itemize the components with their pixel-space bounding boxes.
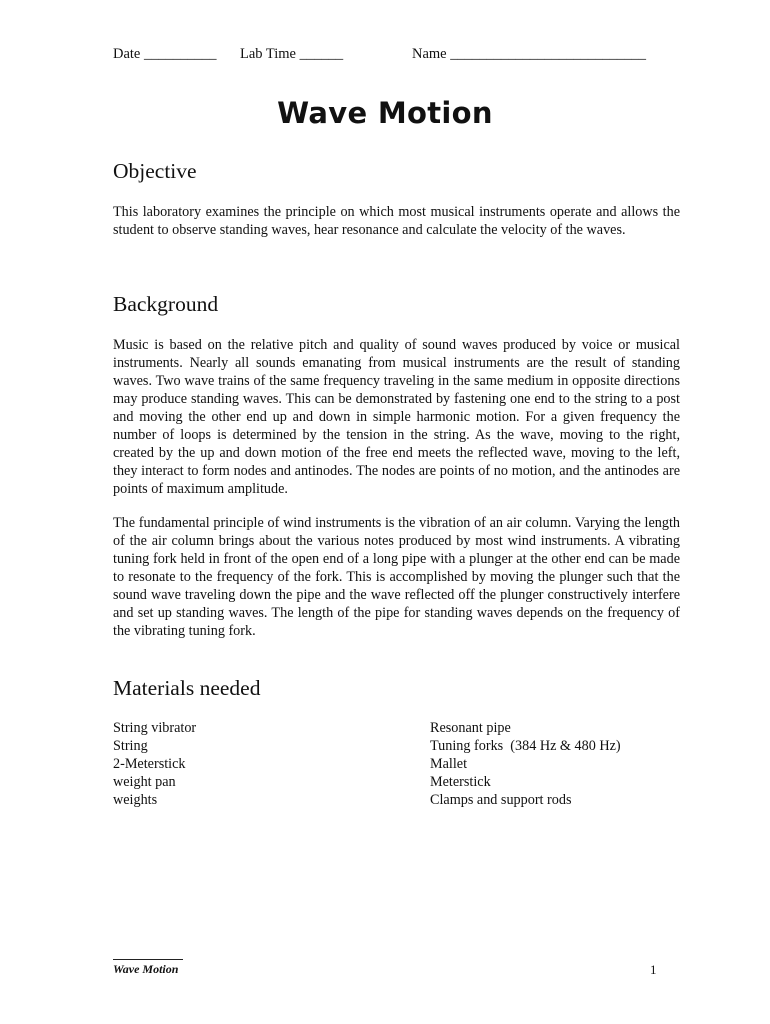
page-title: Wave Motion — [277, 96, 493, 130]
materials-heading: Materials needed — [113, 676, 261, 700]
material-item: String — [113, 738, 148, 754]
objective-heading: Objective — [113, 159, 197, 183]
page-number: 1 — [650, 962, 657, 977]
material-item: Meterstick — [430, 774, 491, 790]
objective-text: This laboratory examines the principle on which most musical instruments operate and allows the student to observe standing waves, hear resonance and calculate the velocity of the waves. — [113, 204, 680, 238]
material-item: weights — [113, 792, 158, 808]
materials-list-left — [113, 719, 196, 809]
background-heading: Background — [113, 292, 219, 316]
material-item: String vibrator — [113, 720, 197, 736]
material-item: 2-Meterstick — [113, 756, 186, 772]
background-paragraph-1: Music is based on the relative pitch and quality of sound waves produced by voice or musical instruments. Nearly all sounds emanating from musical instruments are the result of standing waves. Two wave trains of the same frequency traveling in the same medium in opposite directions may produce standing waves. This can be demonstrated by fastening one end to the string to a post and moving the other end up and down in simple harmonic motion. For a given frequency the number of loops is determined by the tension in the string. As the wave, moving to the right, created by the up and down motion of the free end meets the reflected wave, moving to the left, they interact to form nodes and antinodes. The nodes are points of no motion, and the antinodes are points of maximum amplitude. — [113, 337, 680, 497]
name-field: Name ___________________________ — [412, 46, 646, 62]
materials-list-right — [430, 719, 621, 809]
material-item: Mallet — [430, 756, 468, 772]
material-item: weight pan — [113, 774, 176, 790]
material-item: Tuning forks (384 Hz & 480 Hz) — [430, 738, 621, 754]
material-item: Resonant pipe — [430, 720, 511, 736]
date-field: Date __________ — [113, 46, 217, 62]
footer-divider — [113, 959, 183, 960]
background-paragraph-2: The fundamental principle of wind instruments is the vibration of an air column. Varying the length of the air column brings about the various notes produced by most wind instruments. A vibrating tuning fork held in front of the open end of a long pipe with a plunger at the other end can be made to resonate to the frequency of the fork. This is accomplished by moving the plunger such that the sound wave traveling down the pipe and the wave reflected off the plunger constructively interfere and set up standing waves. The length of the pipe for standing waves depends on the frequency of the vibrating tuning fork. — [113, 515, 680, 639]
lab-time-field: Lab Time ______ — [240, 46, 344, 62]
footer-title: Wave Motion — [113, 962, 179, 976]
material-item: Clamps and support rods — [430, 792, 572, 808]
